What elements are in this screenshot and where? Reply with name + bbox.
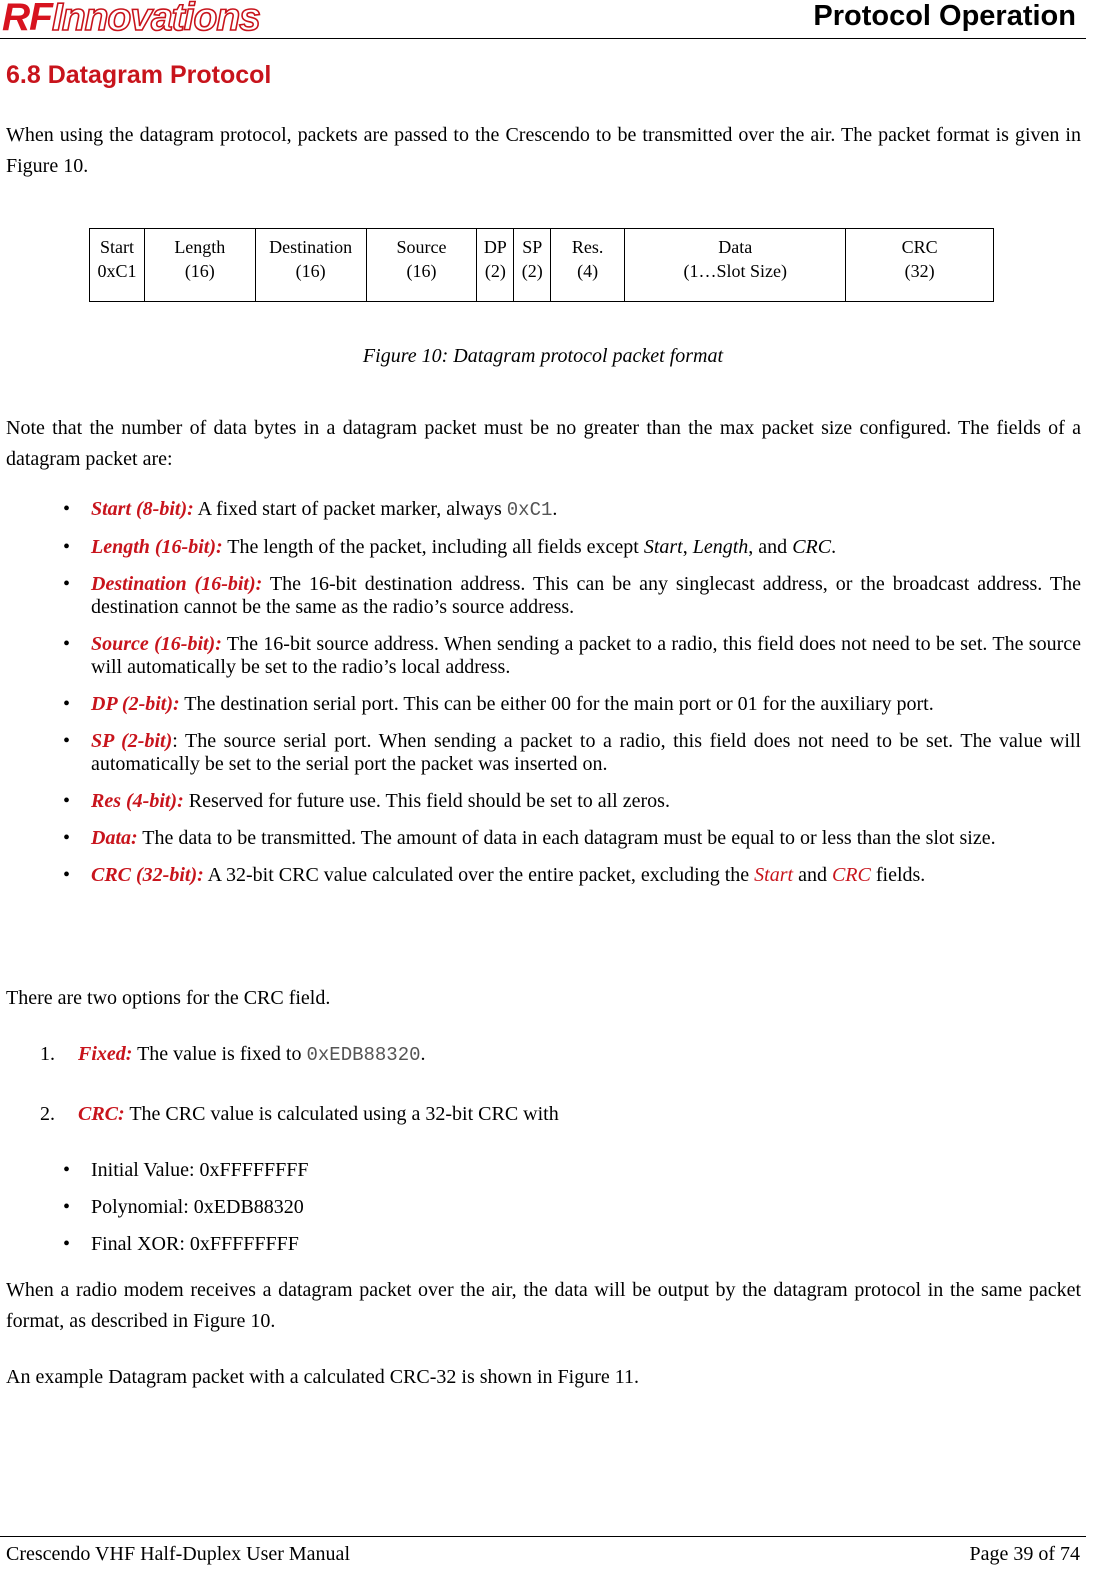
packet-field-length: Length (16) — [144, 229, 255, 302]
packet-field-sp: SP (2) — [514, 229, 551, 302]
list-item: • Source (16-bit): The 16-bit source address. When sending a packet to a radio, this field does not need to be set. The source will automatically be set to the radio’s local address. — [0, 633, 1081, 679]
list-item: 1. Fixed: The value is fixed to 0xEDB88320. — [40, 1043, 426, 1066]
packet-field-data: Data (1…Slot Size) — [625, 229, 846, 302]
note-paragraph: Note that the number of data bytes in a datagram packet must be no greater than the max packet size configured. The fields of a datagram packet are: — [6, 417, 1081, 470]
footer-manual-title: Crescendo VHF Half-Duplex User Manual — [6, 1543, 350, 1565]
list-item: • Final XOR: 0xFFFFFFFF — [0, 1233, 308, 1256]
packet-format-diagram — [89, 228, 994, 302]
example-paragraph: An example Datagram packet with a calculated CRC-32 is shown in Figure 11. — [6, 1366, 639, 1388]
footer-page-number: Page 39 of 74 — [969, 1543, 1080, 1565]
list-item: • CRC (32-bit): A 32-bit CRC value calculated over the entire packet, excluding the Start and CRC fields. — [0, 864, 1081, 887]
packet-field-dp: DP (2) — [477, 229, 514, 302]
packet-field-res: Res. (4) — [551, 229, 625, 302]
list-item: • Initial Value: 0xFFFFFFFF — [0, 1159, 308, 1182]
header-title: Protocol Operation — [813, 0, 1076, 32]
list-item: • Length (16-bit): The length of the packet, including all fields except Start, Length, and CRC. — [0, 536, 1081, 559]
page-footer — [0, 1536, 1086, 1587]
packet-field-destination: Destination (16) — [255, 229, 366, 302]
field-description-list — [0, 498, 1081, 901]
crc-options-list — [0, 1043, 1081, 1162]
list-item: • DP (2-bit): The destination serial port. This can be either 00 for the main port or 01 for the auxiliary port. — [0, 693, 1081, 716]
section-heading: 6.8 Datagram Protocol — [6, 61, 272, 89]
list-item: • Res (4-bit): Reserved for future use. This field should be set to all zeros. — [0, 790, 1081, 813]
packet-field-crc: CRC (32) — [846, 229, 994, 302]
page-header — [0, 0, 1086, 39]
packet-field-source: Source (16) — [366, 229, 477, 302]
crc-intro: There are two options for the CRC field. — [6, 987, 331, 1009]
list-item: • Destination (16-bit): The 16-bit destination address. This can be any singlecast address, or the broadcast address. The destination cannot be the same as the radio’s source address. — [0, 573, 1081, 619]
list-item: • SP (2-bit): The source serial port. When sending a packet to a radio, this field does not need to be set. The value will automatically be set to the serial port the packet was inserted on. — [0, 730, 1081, 776]
list-item: • Start (8-bit): A fixed start of packet marker, always 0xC1. — [0, 498, 1081, 522]
packet-field-start: Start 0xC1 — [90, 229, 145, 302]
list-item: • Data: The data to be transmitted. The amount of data in each datagram must be equal to or less than the slot size. — [0, 827, 1081, 850]
output-paragraph: When a radio modem receives a datagram packet over the air, the data will be output by the datagram protocol in the same packet format, as described in Figure 10. — [6, 1279, 1081, 1332]
list-item: 2. CRC: The CRC value is calculated using a 32-bit CRC with — [40, 1103, 559, 1125]
figure-caption: Figure 10: Datagram protocol packet format — [362, 345, 724, 367]
intro-paragraph: When using the datagram protocol, packets are passed to the Crescendo to be transmitted over the air. The packet format is given in Figure 10. — [6, 124, 1081, 177]
rfinnovations-logo: RFInnovations — [2, 0, 260, 39]
crc-parameters-list — [0, 1159, 308, 1270]
list-item: • Polynomial: 0xEDB88320 — [0, 1196, 308, 1219]
